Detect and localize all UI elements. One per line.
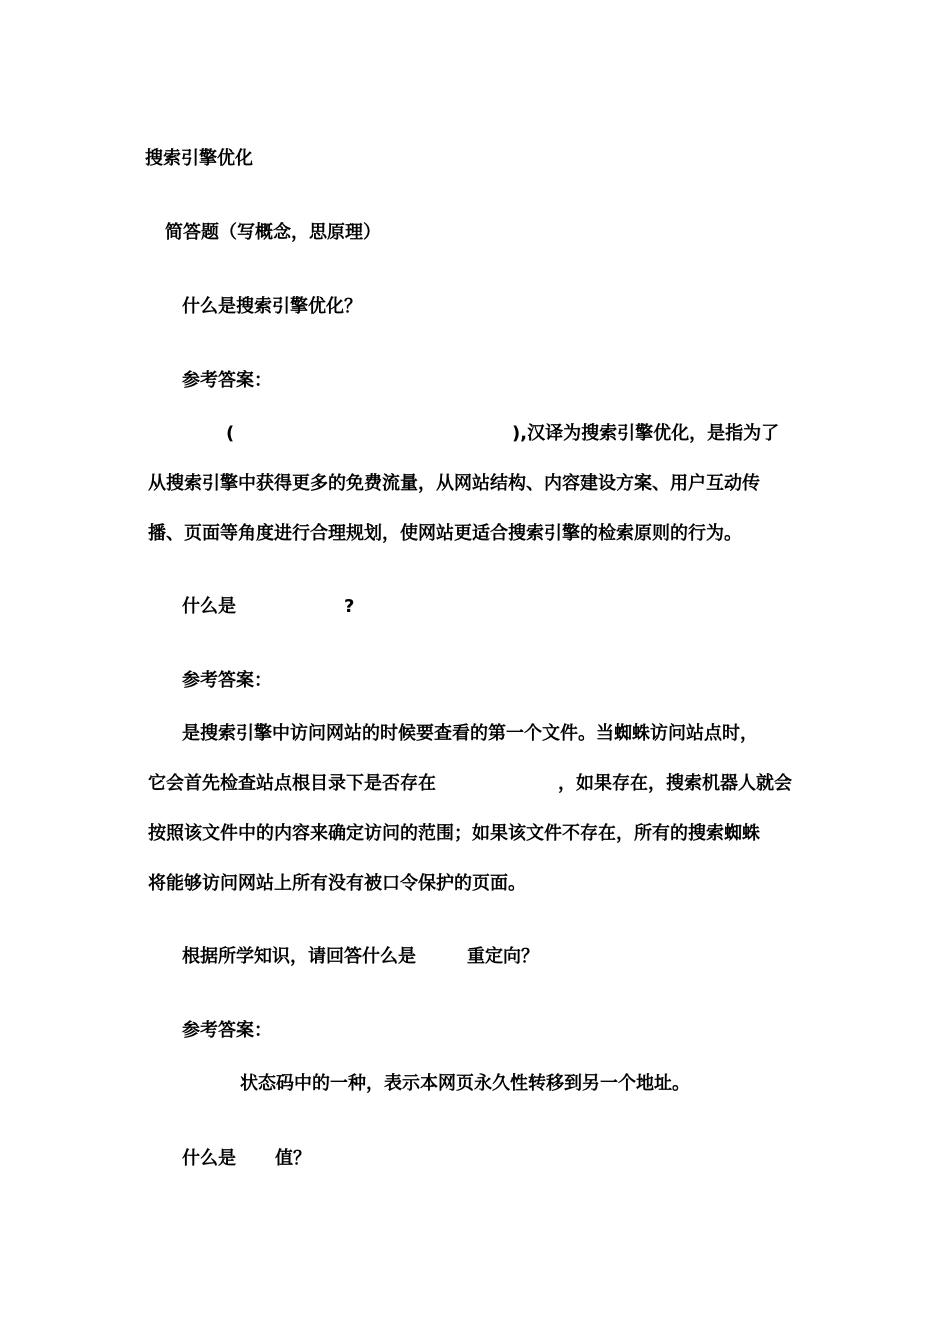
answer-3-line-1: 状态码中的一种，表示本网页永久性转移到另一个地址。 [240,1073,690,1094]
answer-2-line-4: 将能够访问网站上所有没有被口令保护的页面。 [148,873,526,894]
answer-label-3: 参考答案： [182,1020,272,1041]
answer-1-line-2: 从搜索引擎中获得更多的免费流量，从网站结构、内容建设方案、用户互动传 [148,473,760,494]
question-3-a: 根据所学知识，请回答什么是 [182,946,416,967]
question-2-a: 什么是 [182,596,236,617]
answer-2-line-2-a: 它会首先检查站点根目录下是否存在 [148,773,436,794]
question-4-a: 什么是 [182,1148,236,1169]
answer-1-paren-open: ( [226,423,235,444]
doc-title: 搜索引擎优化 [145,148,253,169]
answer-2-line-1: 是搜索引擎中访问网站的时候要查看的第一个文件。当蜘蛛访问站点时， [182,723,758,744]
question-4-b: 值？ [275,1148,311,1169]
question-2-b: ? [344,596,355,617]
question-3-b: 重定向？ [467,946,539,967]
section-heading: 简答题（写概念，思原理） [165,222,381,243]
answer-label-1: 参考答案： [182,370,272,391]
answer-label-2: 参考答案： [182,670,272,691]
answer-2-line-3: 按照该文件中的内容来确定访问的范围；如果该文件不存在，所有的搜索蜘蛛 [148,823,760,844]
answer-1-line-3: 播、页面等角度进行合理规划，使网站更适合搜索引擎的检索原则的行为。 [148,523,742,544]
answer-1-line-1: ),汉译为搜索引擎优化，是指为了 [512,423,780,444]
question-1: 什么是搜索引擎优化？ [182,296,362,317]
answer-2-line-2-b: ，如果存在，搜索机器人就会 [558,773,792,794]
